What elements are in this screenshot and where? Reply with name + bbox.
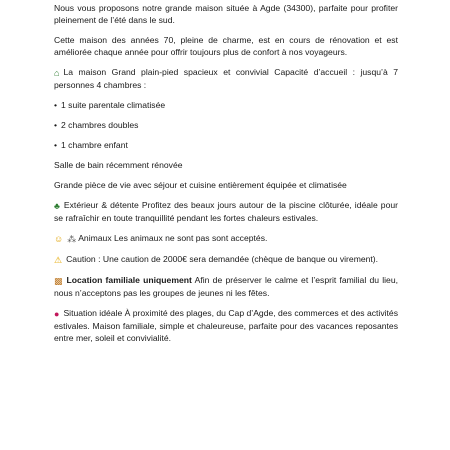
caution-paragraph <box>54 253 398 266</box>
history-paragraph: Cette maison des années 70, pleine de charme, est en cours de rénovation et est améliorée chaque année pour offrir toujours plus de confort à nos voyageurs. <box>54 35 398 57</box>
caution-text: Caution : Une caution de 2000€ sera demandée (chèque de banque ou virement). <box>66 254 379 264</box>
location-paragraph <box>54 307 398 344</box>
house-paragraph <box>54 66 398 91</box>
smile-icon: ☺ <box>54 234 64 244</box>
bullet-item <box>54 119 398 131</box>
bullet-icon: • <box>54 120 58 130</box>
intro-paragraph: Nous vous proposons notre grande maison située à Agde (34300), parfaite pour profiter pleinement de l’été dans le sud. <box>54 3 398 25</box>
bullet-item <box>54 139 398 151</box>
house-text: La maison Grand plain-pied spacieux et convivial Capacité d’accueil : jusqu’à 7 personnes 4 chambres : <box>54 67 398 90</box>
location-pin-icon: ● <box>54 309 60 319</box>
warning-icon: ⚠ <box>54 255 63 265</box>
bullet-item <box>54 99 398 111</box>
bullet-text: 2 chambres doubles <box>61 120 139 130</box>
family-paragraph <box>54 274 398 299</box>
family-icon: ▩ <box>54 276 63 286</box>
paw-icon: ⁂ <box>67 234 77 244</box>
exterior-text: Extérieur & détente Profitez des beaux jours autour de la piscine clôturée, idéale pour se rafraîchir en toute tranquillité pendant les fortes chaleurs estivales. <box>54 200 398 223</box>
location-text: Situation idéale À proximité des plages, du Cap d’Agde, des commerces et des activités estivales. Maison familiale, simple et chaleureuse, parfaite pour des vacances reposantes entre mer, soleil et convivialité. <box>54 308 398 343</box>
animals-paragraph <box>54 232 398 245</box>
bathroom-paragraph: Salle de bain récemment rénovée <box>54 160 183 170</box>
bullet-text: 1 chambre enfant <box>61 140 128 150</box>
bullet-icon: • <box>54 140 58 150</box>
bullet-text: 1 suite parentale climatisée <box>61 100 166 110</box>
animals-text: Animaux Les animaux ne sont pas sont acceptés. <box>78 233 268 243</box>
bullet-icon: • <box>54 100 58 110</box>
palm-tree-icon: ♣ <box>54 201 60 211</box>
exterior-paragraph <box>54 199 398 224</box>
family-heading: Location familiale uniquement <box>66 275 192 285</box>
living-paragraph: Grande pièce de vie avec séjour et cuisine entièrement équipée et climatisée <box>54 180 347 190</box>
house-icon: ⌂ <box>54 68 60 78</box>
document-body <box>54 2 398 352</box>
family-text: Afin de préserver le calme et l’esprit familial du lieu, nous n’acceptons pas les groupes de jeunes ni les fêtes. <box>54 275 399 298</box>
